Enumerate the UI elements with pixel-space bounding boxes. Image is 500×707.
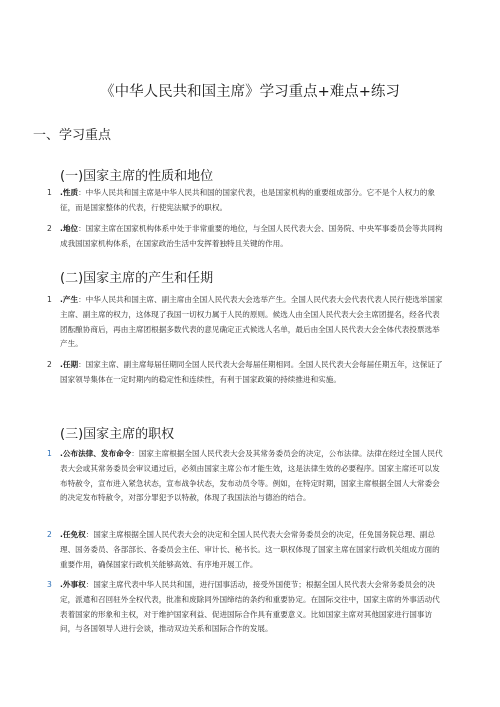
list-item [47,578,445,637]
item-number: 1 [47,449,52,458]
list-item [47,293,445,352]
item-number: 2 [47,360,52,369]
item-term: .任期 [60,360,79,369]
item-term: .公布法律、发布命令 [60,449,132,458]
list-item [47,358,445,388]
list-item [47,186,445,216]
item-text: ：中华人民共和国主席是中华人民共和国的国家代表，也是国家机构的重要组成部分。它不是个人权力的象征，而是国家整体的代表，行使宪法赋予的职权。 [60,188,435,212]
item-text: ：国家主席根据全国人民代表大会的决定和全国人民代表大会常务委员会的决定，任免国务院总理、副总理、国务委员、各部部长、各委员会主任、审计长、秘书长。这一职权体现了国家主席在国家行政机关组成方面的重要作用，确保国家行政机关能够高效、有序地开展工作。 [60,530,440,569]
item-number: 2 [47,224,52,233]
item-term: .地位 [60,224,79,233]
list-item [47,447,445,506]
item-text: ：国家主席根据全国人民代表大会及其常务委员会的决定，公布法律。法律在经过全国人民代表大会或其常务委员会审议通过后，必须由国家主席公布才能生效，这是法律生效的必要程序。国家主席还可以发布特赦令，宣布进入紧急状态，宣布战争状态，发布动员令等。例如，在特定时期，国家主席根据全国人大常委会的决定发布特赦令，对部分罪犯予以特赦，体现了我国法治与德治的结合。 [60,449,443,503]
item-term: .任免权 [60,530,86,539]
item-term: .性质 [60,188,79,197]
subsection-heading-nature: (一)国家主席的性质和地位 [60,169,214,184]
item-number: 1 [47,295,52,304]
item-number: 3 [47,580,52,589]
item-number: 2 [47,530,52,539]
list-item [47,222,445,252]
section-heading: 一、学习重点 [33,128,112,143]
item-text: ：国家主席、副主席每届任期同全国人民代表大会每届任期相同。全国人民代表大会每届任期五年，这保证了国家领导集体在一定时期内的稳定性和连续性，有利于国家政策的持续推进和实施。 [60,360,443,384]
item-text: ：国家主席在国家机构体系中处于非常重要的地位，与全国人民代表大会、国务院、中央军事委员会等共同构成我国国家机构体系，在国家政治生活中发挥着独特且关键的作用。 [60,224,443,248]
item-number: 1 [47,188,52,197]
item-text: ：中华人民共和国主席、副主席由全国人民代表大会选举产生。全国人民代表大会代表代表人民行使选举国家主席、副主席的权力，这体现了我国一切权力属于人民的原则。候选人由全国人民代表大会主席团提名，经各代表团酝酿协商后，再由主席团根据多数代表的意见确定正式候选人名单，最后由全国人民代表大会全体代表投票选举产生。 [60,295,443,349]
item-term: .产生 [60,295,79,304]
list-item [47,528,445,572]
document-title: 《中华人民共和国主席》学习重点+难点+练习 [100,84,400,100]
subsection-heading-powers: (三)国家主席的职权 [60,427,175,442]
item-term: .外事权 [60,580,86,589]
subsection-heading-election: (二)国家主席的产生和任期 [60,271,214,286]
item-text: ：国家主席代表中华人民共和国，进行国事活动，接受外国使节；根据全国人民代表大会常务委员会的决定，派遣和召回驻外全权代表，批准和废除同外国缔结的条约和重要协定。在国际交往中，国家主席的外事活动代表着国家的形象和主权，对于维护国家利益、促进国际合作具有重要意义。比如国家主席对其他国家进行国事访问，与各国领导人进行会谈，推动双边关系和国际合作的发展。 [60,580,440,634]
